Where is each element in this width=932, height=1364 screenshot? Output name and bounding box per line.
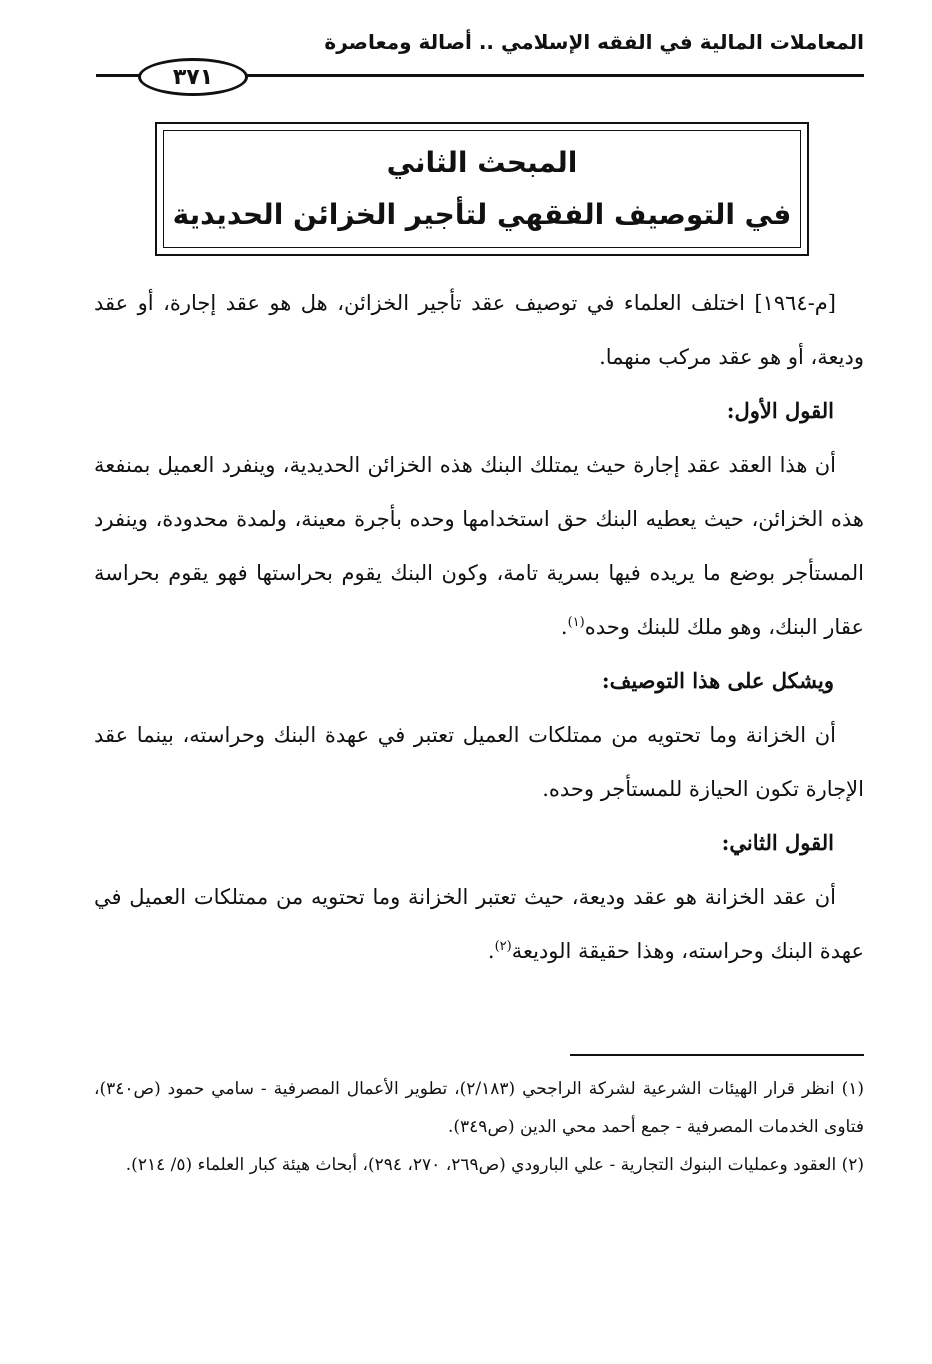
paragraph-first-opinion [94, 438, 864, 654]
footnotes [94, 1070, 864, 1184]
paragraph-first-opinion-end: . [560, 615, 568, 639]
paragraph-second-opinion-end: . [487, 939, 495, 963]
section-title-secondary: في التوصيف الفقهي لتأجير الخزائن الحديدية [172, 198, 792, 231]
footnote-ref-2[interactable]: (٢) [494, 939, 512, 954]
section-title-primary: المبحث الثاني [386, 146, 578, 179]
running-title: المعاملات المالية في الفقه الإسلامي .. أصالة ومعاصرة [324, 30, 864, 54]
body-text [94, 276, 864, 978]
paragraph-first-opinion-text: أن هذا العقد عقد إجارة حيث يمتلك البنك هذه الخزائن الحديدية، وينفرد العميل بمنفعة هذه الخزائن، حيث يعطيه البنك حق استخدامها وحده بأجرة معينة، ولمدة محدودة، وينفرد المستأجر بوضع ما يريده فيها بسرية تامة، وكون البنك يقوم بحراستها فهو يقوم بحراسة عقار البنك، وهو ملك للبنك وحده [94, 453, 864, 639]
section-title-box [155, 122, 809, 256]
footnote-1: (١) انظر قرار الهيئات الشرعية لشركة الراجحي (٢/١٨٣)، تطوير الأعمال المصرفية - سامي حمود (ص٣٤٠)، فتاوى الخدمات المصرفية - جمع أحمد محي الدين (ص٣٤٩). [94, 1079, 865, 1137]
paragraph-second-opinion [94, 870, 864, 978]
paragraph-intro-text: [م-١٩٦٤] اختلف العلماء في توصيف عقد تأجير الخزائن، هل هو عقد إجارة، أو عقد وديعة، أو هو عقد مركب منهما. [94, 291, 864, 369]
footnote-ref-1[interactable]: (١) [567, 615, 585, 630]
footnote-2: (٢) العقود وعمليات البنوك التجارية - علي البارودي (ص٢٦٩، ٢٧٠، ٢٩٤)، أبحاث هيئة كبار العلماء (٥/ ٢١٤). [125, 1155, 864, 1175]
heading-objection: ويشكل على هذا التوصيف: [601, 668, 834, 693]
section-title-frame [163, 130, 801, 248]
heading-second-opinion: القول الثاني: [721, 830, 834, 855]
heading-first-opinion: القول الأول: [726, 398, 834, 423]
paragraph-objection [94, 708, 864, 816]
paragraph-intro [94, 276, 864, 384]
footnote-rule [570, 1054, 864, 1056]
paragraph-objection-text: أن الخزانة وما تحتويه من ممتلكات العميل تعتبر في عهدة البنك وحراسته، بينما عقد الإجارة تكون الحيازة للمستأجر وحده. [94, 723, 864, 801]
page-number: ٣٧١ [138, 58, 248, 96]
paragraph-second-opinion-text: أن عقد الخزانة هو عقد وديعة، حيث تعتبر الخزانة وما تحتويه من ممتلكات العميل في عهدة البنك وحراسته، وهذا حقيقة الوديعة [94, 885, 864, 963]
